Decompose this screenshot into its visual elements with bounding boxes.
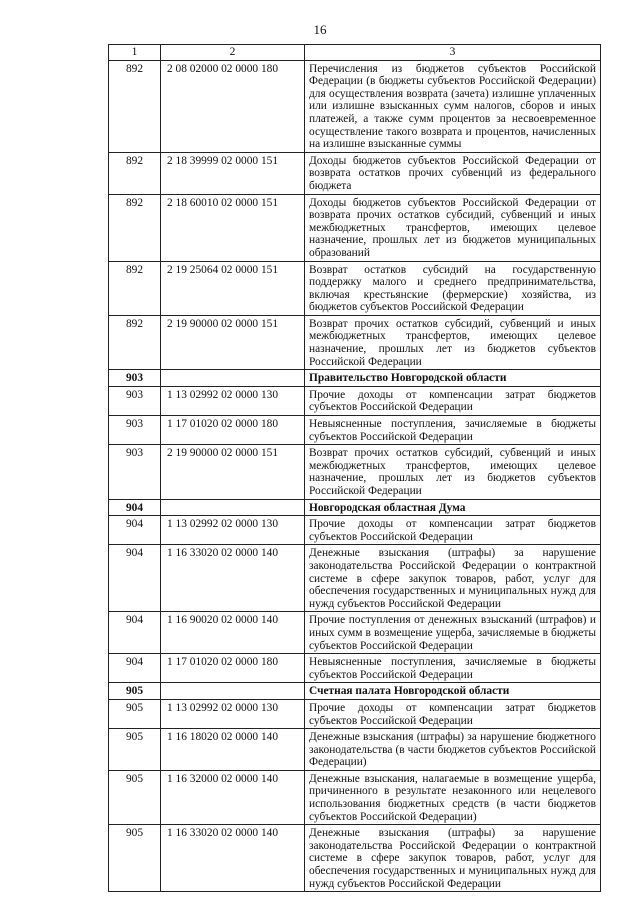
table-row: [109, 445, 601, 499]
budget-code-cell: 1 16 90020 02 0000 140: [161, 612, 305, 654]
budget-code-cell: 1 16 32000 02 0000 140: [161, 770, 305, 824]
budget-code-cell: 1 17 01020 02 0000 180: [161, 654, 305, 683]
section-header-row: [109, 370, 601, 387]
description-cell: Денежные взыскания, налагаемые в возмещение ущерба, причиненного в результате незаконного или нецелевого использования бюджетных средств (в части бюджетов субъектов Российской Федерации): [305, 770, 601, 824]
table-row: [109, 516, 601, 545]
table-row: [109, 545, 601, 612]
table-row: [109, 770, 601, 824]
budget-code-cell: 1 13 02992 02 0000 130: [161, 516, 305, 545]
budget-code-cell: 2 08 02000 02 0000 180: [161, 60, 305, 152]
description-cell: Денежные взыскания (штрафы) за нарушение бюджетного законодательства (в части бюджетов субъектов Российской Федерации): [305, 729, 601, 771]
table-row: [109, 729, 601, 771]
description-cell: Невыясненные поступления, зачисляемые в бюджеты субъектов Российской Федерации: [305, 416, 601, 445]
budget-code-cell: [161, 370, 305, 387]
budget-code-cell: [161, 499, 305, 516]
column-header-3: 3: [305, 45, 601, 61]
section-header-row: [109, 683, 601, 700]
admin-code-cell: 905: [109, 825, 161, 892]
table-row: [109, 60, 601, 152]
admin-code-cell: 892: [109, 60, 161, 152]
table-row: [109, 315, 601, 369]
description-cell: Прочие доходы от компенсации затрат бюджетов субъектов Российской Федерации: [305, 699, 601, 728]
budget-code-cell: 1 13 02992 02 0000 130: [161, 699, 305, 728]
column-header-1: 1: [109, 45, 161, 61]
admin-code-cell: 892: [109, 152, 161, 194]
description-cell: Невыясненные поступления, зачисляемые в бюджеты субъектов Российской Федерации: [305, 654, 601, 683]
description-cell: Прочие поступления от денежных взысканий (штрафов) и иных сумм в возмещение ущерба, зачисляемые в бюджеты субъектов Российской Федерации: [305, 612, 601, 654]
table-row: [109, 699, 601, 728]
description-cell: Доходы бюджетов субъектов Российской Федерации от возврата прочих остатков субсидий, субвенций и иных межбюджетных трансфертов, имеющих целевое назначение, прошлых лет из бюджетов муниципальных образований: [305, 194, 601, 261]
section-header-row: [109, 499, 601, 516]
table-row: [109, 825, 601, 892]
table-header-row: [109, 45, 601, 61]
table-row: [109, 386, 601, 415]
budget-code-cell: 2 19 25064 02 0000 151: [161, 261, 305, 315]
description-cell: Денежные взыскания (штрафы) за нарушение законодательства Российской Федерации о контрактной системе в сфере закупок товаров, работ, услуг для обеспечения государственных и муниципальных нужд для нужд субъектов Российской Федерации: [305, 825, 601, 892]
admin-code-cell: 905: [109, 699, 161, 728]
description-cell: Возврат остатков субсидий на государственную поддержку малого и среднего предпринимательства, включая крестьянские (фермерские) хозяйства, из бюджетов субъектов Российской Федерации: [305, 261, 601, 315]
admin-code-cell: 904: [109, 499, 161, 516]
table-row: [109, 612, 601, 654]
budget-code-cell: 1 16 33020 02 0000 140: [161, 545, 305, 612]
admin-code-cell: 903: [109, 370, 161, 387]
admin-code-cell: 903: [109, 386, 161, 415]
description-cell: Перечисления из бюджетов субъектов Российской Федерации (в бюджеты субъектов Российской Федерации) для осуществления возврата (зачета) излишне уплаченных или излишне взысканных сумм налогов, сборов и иных платежей, а также сумм процентов за несвоевременное осуществление такого возврата и процентов, начисленных на излишне взысканные суммы: [305, 60, 601, 152]
description-cell: Доходы бюджетов субъектов Российской Федерации от возврата остатков прочих субвенций из федерального бюджета: [305, 152, 601, 194]
budget-code-cell: 1 16 33020 02 0000 140: [161, 825, 305, 892]
table-row: [109, 654, 601, 683]
admin-code-cell: 905: [109, 729, 161, 771]
description-cell: Новгородская областная Дума: [305, 499, 601, 516]
admin-code-cell: 904: [109, 612, 161, 654]
admin-code-cell: 904: [109, 545, 161, 612]
budget-code-cell: 2 19 90000 02 0000 151: [161, 315, 305, 369]
description-cell: Возврат прочих остатков субсидий, субвенций и иных межбюджетных трансфертов, имеющих целевое назначение, прошлых лет из бюджетов субъектов Российской Федерации: [305, 315, 601, 369]
admin-code-cell: 905: [109, 683, 161, 700]
budget-code-cell: 1 16 18020 02 0000 140: [161, 729, 305, 771]
admin-code-cell: 903: [109, 416, 161, 445]
column-header-2: 2: [161, 45, 305, 61]
budget-code-cell: 1 13 02992 02 0000 130: [161, 386, 305, 415]
admin-code-cell: 904: [109, 654, 161, 683]
admin-code-cell: 904: [109, 516, 161, 545]
budget-code-cell: 1 17 01020 02 0000 180: [161, 416, 305, 445]
budget-code-cell: 2 18 39999 02 0000 151: [161, 152, 305, 194]
description-cell: Правительство Новгородской области: [305, 370, 601, 387]
table-row: [109, 194, 601, 261]
admin-code-cell: 905: [109, 770, 161, 824]
budget-code-cell: 2 18 60010 02 0000 151: [161, 194, 305, 261]
budget-code-cell: 2 19 90000 02 0000 151: [161, 445, 305, 499]
page-number: 16: [313, 22, 327, 37]
revenue-codes-table: [108, 44, 601, 892]
description-cell: Возврат прочих остатков субсидий, субвенций и иных межбюджетных трансфертов, имеющих целевое назначение, прошлых лет из бюджетов субъектов Российской Федерации: [305, 445, 601, 499]
admin-code-cell: 892: [109, 194, 161, 261]
description-cell: Прочие доходы от компенсации затрат бюджетов субъектов Российской Федерации: [305, 516, 601, 545]
budget-code-cell: [161, 683, 305, 700]
admin-code-cell: 892: [109, 261, 161, 315]
table-row: [109, 152, 601, 194]
description-cell: Денежные взыскания (штрафы) за нарушение законодательства Российской Федерации о контрактной системе в сфере закупок товаров, работ, услуг для обеспечения государственных и муниципальных нужд для нужд субъектов Российской Федерации: [305, 545, 601, 612]
admin-code-cell: 892: [109, 315, 161, 369]
table-row: [109, 261, 601, 315]
admin-code-cell: 903: [109, 445, 161, 499]
description-cell: Счетная палата Новгородской области: [305, 683, 601, 700]
description-cell: Прочие доходы от компенсации затрат бюджетов субъектов Российской Федерации: [305, 386, 601, 415]
table-row: [109, 416, 601, 445]
